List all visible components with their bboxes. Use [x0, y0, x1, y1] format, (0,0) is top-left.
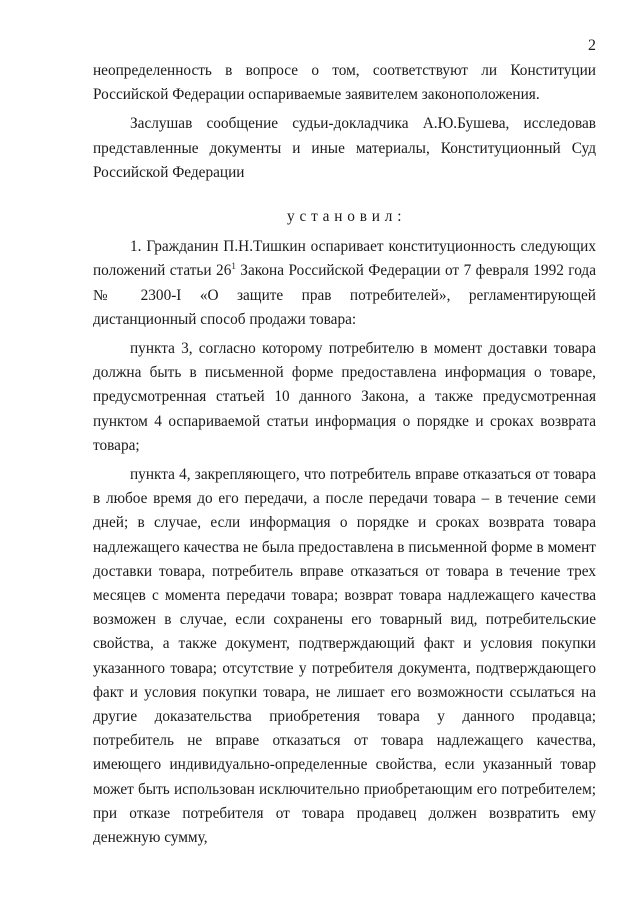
- paragraph-continuation: неопределенность в вопросе о том, соответствуют ли Конституции Российской Федерации оспариваемые заявителем законоположения.: [93, 62, 596, 104]
- article-superscript: 1: [231, 261, 236, 272]
- paragraph-1-claim: [93, 235, 596, 332]
- section-heading-established: у с т а н о в и л :: [287, 208, 402, 226]
- document-body: [93, 59, 596, 850]
- paragraph-hearing: Заслушав сообщение судьи-докладчика А.Ю.Бушева, исследовав представленные документы и иные материалы, Конституционный Суд Российской Федерации: [93, 115, 596, 181]
- paragraph-1-text-start: 1. Гражданин П.Н.Тишкин оспаривает конституционность следующих положений статьи 26: [93, 238, 596, 280]
- paragraph-1-text-end: Закона Российской Федерации от 7 февраля 1992 года № 2300-I «О защите прав потребителей», регламентирующей дистанционный способ продажи товара:: [93, 262, 596, 328]
- paragraph-item-4: пункта 4, закрепляющего, что потребитель вправе отказаться от товара в любое время до его передачи, а после передачи товара – в течение семи дней; в случае, если информация о порядке и сроках возврата товара надлежащего качества не была предоставлена в письменной форме в момент доставки товара, потребитель вправе отказаться от товара в течение трех месяцев с момента передачи товара; возврат товара надлежащего качества возможен в случае, если сохранены его товарный вид, потребительские свойства, а также документ, подтверждающий факт и условия покупки указанного товара; отсутствие у потребителя документа, подтверждающего факт и условия покупки товара, не лишает его возможности ссылаться на другие доказательства приобретения товара у данного продавца; потребитель не вправе отказаться от товара надлежащего качества, имеющего индивидуально-определенные свойства, если указанный товар может быть использован исключительно приобретающим его потребителем; при отказе потребителя от товара продавец должен возвратить ему денежную сумму,: [93, 466, 596, 847]
- paragraph-item-3: пункта 3, согласно которому потребителю в момент доставки товара должна быть в письменной форме предоставлена информация о товаре, предусмотренная статьей 10 данного Закона, а также предусмотренная пунктом 4 оспариваемой статьи информация о порядке и сроках возврата товара;: [93, 340, 596, 454]
- page-number: 2: [588, 37, 596, 54]
